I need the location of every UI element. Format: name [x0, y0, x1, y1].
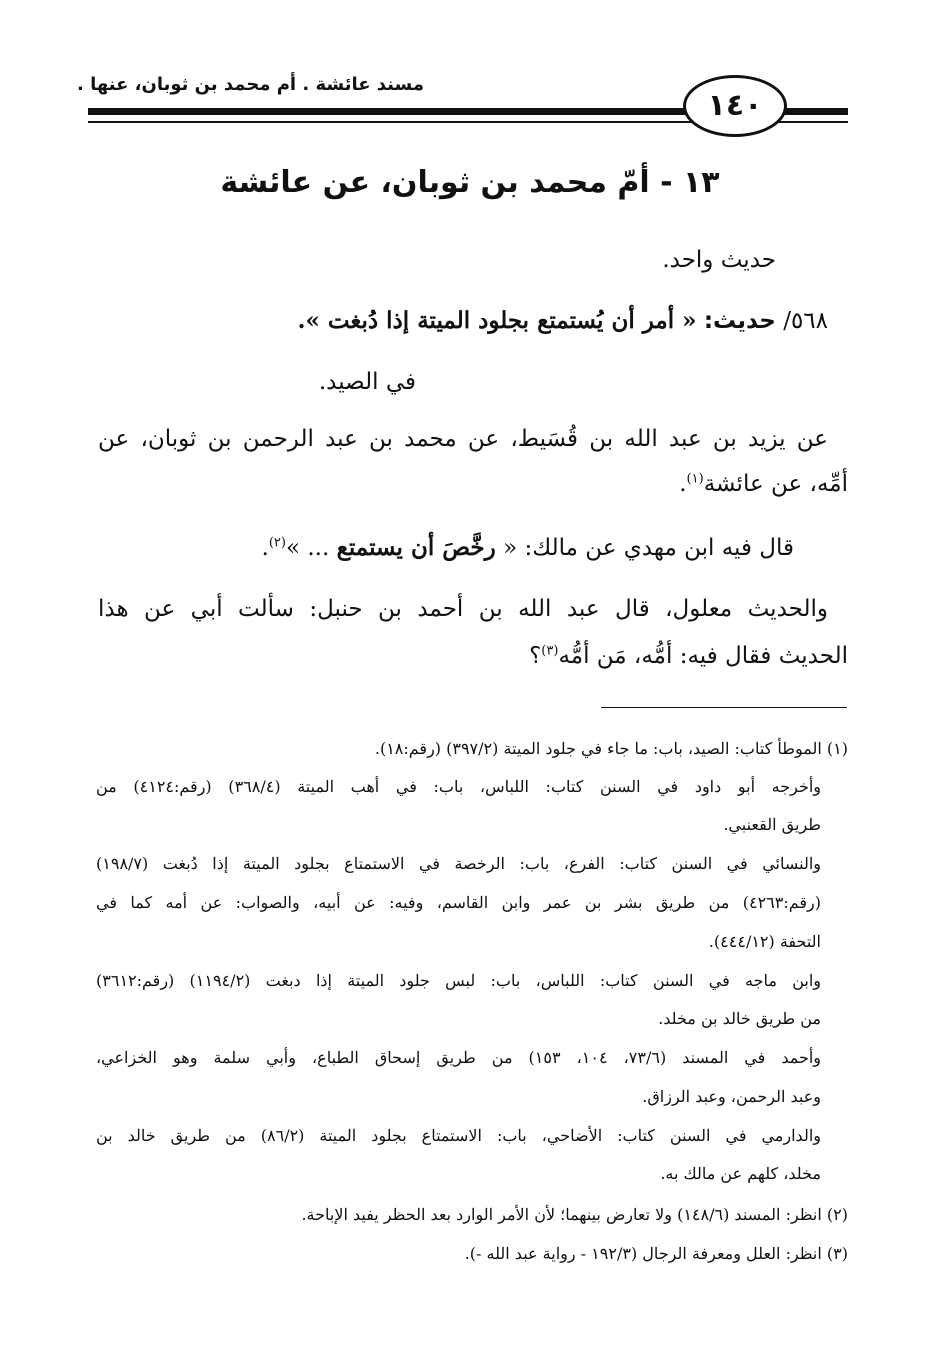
footnote-1-line-6: التحفة (٤٤٤/١٢). [708, 932, 821, 951]
ilal-line-2 [529, 642, 848, 672]
footnote-ref-3: (٣) [541, 643, 559, 659]
hadith-count-line: حديث واحد. [662, 247, 776, 273]
quote-text: رخَّصَ أن يستمتع [336, 534, 496, 561]
footnote-2: (٢) انظر: المسند (١٤٨/٦) ولا تعارض بينهما؛ لأن الأمر الوارد بعد الحظر يفيد الإباحة. [301, 1205, 848, 1224]
chain-line-2-text: أمِّه، عن عائشة [703, 471, 848, 497]
chain-end: . [679, 471, 687, 497]
quote-suffix: ... » [285, 535, 330, 561]
topic-line: في الصيد. [318, 369, 416, 395]
running-title: مسند عائشة . أم محمد بن ثوبان، عنها . [76, 74, 424, 95]
footnote-1-line-8: من طريق خالد بن مخلد. [658, 1009, 821, 1028]
quote-line [262, 533, 794, 564]
page-number: ١٤٠ [707, 88, 763, 123]
footnote-1-line-4: والنسائي في السنن كتاب: الفرع، باب: الرخصة في الاستمتاع بجلود الميتة إذا دُبغت (١٩٨/٧) [96, 854, 822, 873]
quote-prefix: قال فيه ابن مهدي عن مالك: « [503, 535, 794, 561]
ilal-line-2-text: الحديث فقال فيه: أمُّه، مَن أمُّه [558, 643, 848, 669]
chain-line-1: عن يزيد بن عبد الله بن قُسَيط، عن محمد بن عبد الرحمن بن ثوبان، عن [98, 426, 828, 452]
hadith-text: « أمر أن يُستمتع بجلود الميتة إذا دُبغت ». [297, 307, 697, 334]
hadith-number: ٥٦٨/ [783, 308, 828, 334]
ilal-line-1: والحديث معلول، قال عبد الله بن أحمد بن حنبل: سألت أبي عن هذا [98, 596, 828, 622]
footnote-1-line-12: مخلد، كلهم عن مالك به. [660, 1164, 821, 1183]
quote-end: . [261, 535, 269, 561]
footnote-1-line-2: وأخرجه أبو داود في السنن كتاب: اللباس، باب: في أهب الميتة (٣٦٨/٤) (رقم:٤١٢٤) من [96, 777, 822, 796]
page-number-oval [683, 75, 787, 137]
chapter-heading: ١٣ - أمّ محمد بن ثوبان، عن عائشة [220, 165, 720, 200]
footnote-1-line-11: والدارمي في السنن كتاب: الأضاحي، باب: الاستمتاع بجلود الميتة (٨٦/٢) من طريق خالد بن [96, 1126, 821, 1145]
footnote-ref-2: (٢) [268, 535, 286, 551]
footnote-separator [601, 707, 847, 708]
ilal-end: ؟ [529, 643, 542, 669]
footnote-3: (٣) انظر: العلل ومعرفة الرجال (١٩٢/٣ - رواية عبد الله -). [464, 1244, 848, 1263]
footnote-1-line-3: طريق القعنبي. [723, 815, 821, 834]
footnote-1-line-5: (رقم:٤٢٦٣) من طريق بشر بن عمر وابن القاسم، وفيه: عن أبيه، والصواب: عن أمه كما في [96, 893, 821, 912]
chain-line-2 [679, 470, 848, 500]
footnote-1-line-7: وابن ماجه في السنن كتاب: اللباس، باب: لبس جلود الميتة إذا دبغت (١١٩٤/٢) (رقم:٣٦١٢) [96, 971, 822, 990]
footnote-1-line-10: وعبد الرحمن، وعبد الرزاق. [642, 1087, 821, 1106]
footnote-1-line-1: (١) الموطأ كتاب: الصيد، باب: ما جاء في جلود الميتة (٣٩٧/٢) (رقم:١٨). [374, 739, 848, 758]
hadith-keyword: حديث: [703, 308, 776, 334]
hadith-line [297, 306, 828, 337]
footnote-ref-1: (١) [686, 471, 704, 487]
footnote-1-line-9: وأحمد في المسند (٧٣/٦، ١٠٤، ١٥٣) من طريق إسحاق الطباع، وأبي سلمة وهو الخزاعي، [96, 1048, 822, 1067]
